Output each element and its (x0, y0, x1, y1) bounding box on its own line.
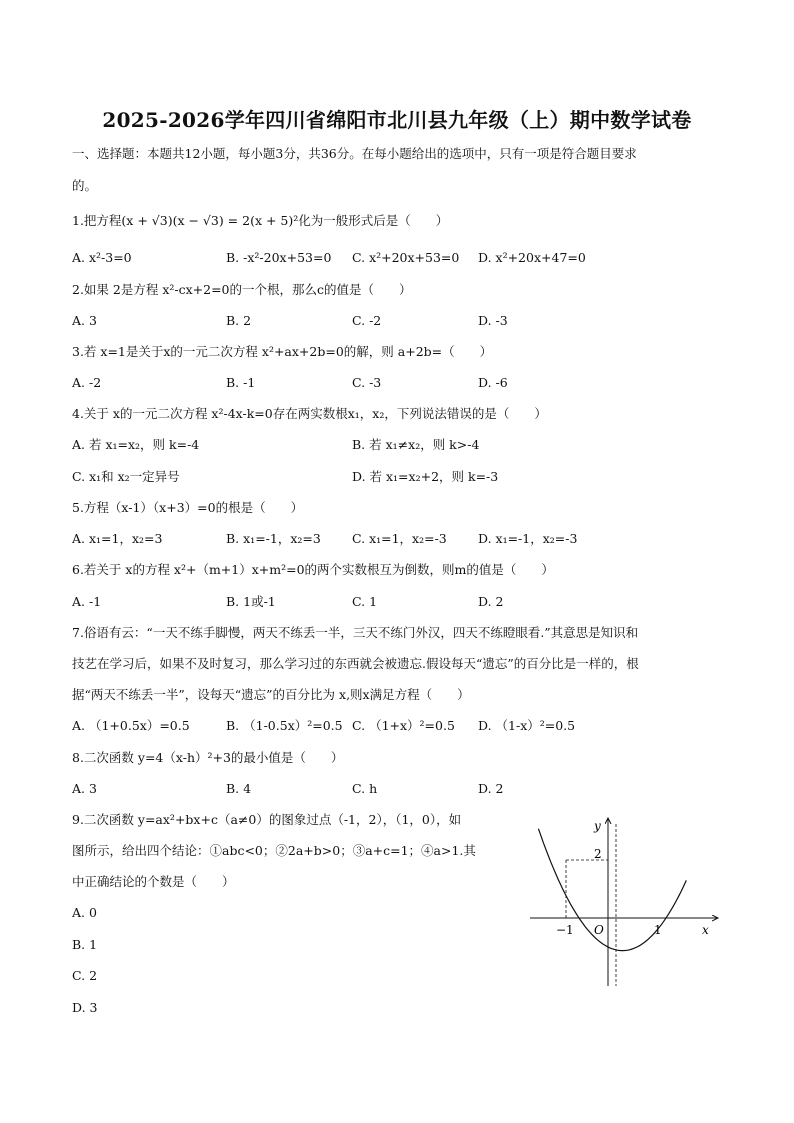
question-4-option-b[interactable]: B. 若 x₁≠x₂，则 k>-4 (352, 437, 480, 452)
question-2-option-a[interactable]: A. 3 (72, 313, 97, 328)
question-4-stem: 4.关于 x的一元二次方程 x²-4x-k=0存在两实数根x₁，x₂，下列说法错误的是（ ） (72, 406, 547, 421)
question-4-option-a[interactable]: A. 若 x₁=x₂，则 k=-4 (72, 437, 200, 452)
question-6-option-a[interactable]: A. -1 (72, 594, 102, 609)
question-6-option-b[interactable]: B. 1或-1 (226, 594, 276, 609)
question-9-stem-line3: 中正确结论的个数是（ ） (72, 874, 235, 889)
section-instruction-line2: 的。 (72, 178, 98, 193)
one-label: 1 (654, 923, 662, 937)
question-6-option-d[interactable]: D. 2 (478, 594, 504, 609)
y-axis-label: y (594, 819, 601, 833)
question-2-option-c[interactable]: C. -2 (352, 313, 382, 328)
question-7-stem-line2: 技艺在学习后，如果不及时复习，那么学习过的东西就会被遗忘.假设每天“遗忘”的百分比是一样的，根 (72, 656, 639, 671)
question-8-option-d[interactable]: D. 2 (478, 781, 504, 796)
question-4-option-d[interactable]: D. 若 x₁=x₂+2，则 k=-3 (352, 469, 499, 484)
question-1-option-b[interactable]: B. -x²-20x+53=0 (226, 250, 332, 265)
question-8-option-b[interactable]: B. 4 (226, 781, 252, 796)
question-7-stem-line1: 7.俗语有云：“一天不练手脚慢，两天不练丢一半，三天不练门外汉，四天不练瞪眼看.”其意思是知识和 (72, 625, 639, 640)
question-9-option-a[interactable]: A. 0 (72, 905, 97, 920)
question-2-option-b[interactable]: B. 2 (226, 313, 252, 328)
two-label: 2 (594, 847, 602, 861)
page-title: 2025-2026学年四川省绵阳市北川县九年级（上）期中数学试卷 (102, 108, 692, 132)
parabola-graph (526, 812, 726, 992)
question-3-option-b[interactable]: B. -1 (226, 375, 256, 390)
question-2-stem: 2.如果 2是方程 x²-cx+2=0的一个根，那么c的值是（ ） (72, 282, 412, 297)
question-8-stem: 8.二次函数 y=4（x-h）²+3的最小值是（ ） (72, 750, 344, 765)
question-6-stem: 6.若关于 x的方程 x²+（m+1）x+m²=0的两个实数根互为倒数，则m的值是（ ） (72, 562, 554, 577)
question-9-stem-line1: 9.二次函数 y=ax²+bx+c（a≠0）的图象过点（-1，2），（1，0），如 (72, 812, 462, 827)
question-7-stem-line3: 据“两天不练丢一半”，设每天“遗忘”的百分比为 x,则x满足方程（ ） (72, 687, 470, 702)
section-instruction-line1: 一、选择题：本题共12小题，每小题3分，共36分。在每小题给出的选项中，只有一项是符合题目要求 (72, 146, 637, 161)
question-3-option-d[interactable]: D. -6 (478, 375, 508, 390)
question-7-option-c[interactable]: C. （1+x）²=0.5 (352, 718, 455, 733)
question-2-option-d[interactable]: D. -3 (478, 313, 508, 328)
question-6-option-c[interactable]: C. 1 (352, 594, 378, 609)
x-axis-label: x (702, 923, 709, 937)
question-9-option-c[interactable]: C. 2 (72, 968, 98, 983)
question-3-option-a[interactable]: A. -2 (72, 375, 102, 390)
question-5-option-c[interactable]: C. x₁=1，x₂=-3 (352, 531, 447, 546)
question-1-stem: 1.把方程(x + √3)(x − √3) = 2(x + 5)²化为一般形式后是（ ） (72, 213, 449, 228)
question-4-option-c[interactable]: C. x₁和 x₂一定异号 (72, 469, 180, 484)
question-5-stem: 5.方程（x-1）（x+3）=0的根是（ ） (72, 500, 304, 515)
question-8-option-a[interactable]: A. 3 (72, 781, 97, 796)
question-1-option-d[interactable]: D. x²+20x+47=0 (478, 250, 586, 265)
question-5-option-b[interactable]: B. x₁=-1，x₂=3 (226, 531, 321, 546)
question-9-stem-line2: 图所示，给出四个结论：①abc<0；②2a+b>0；③a+c=1；④a>1.其 (72, 843, 476, 858)
question-7-option-d[interactable]: D. （1-x）²=0.5 (478, 718, 576, 733)
question-3-option-c[interactable]: C. -3 (352, 375, 382, 390)
question-9-option-d[interactable]: D. 3 (72, 1000, 98, 1015)
question-1-option-c[interactable]: C. x²+20x+53=0 (352, 250, 460, 265)
origin-label: O (594, 923, 604, 937)
question-1-option-a[interactable]: A. x²-3=0 (72, 250, 132, 265)
question-9-option-b[interactable]: B. 1 (72, 937, 98, 952)
question-5-option-d[interactable]: D. x₁=-1，x₂=-3 (478, 531, 578, 546)
question-7-option-b[interactable]: B. （1-0.5x）²=0.5 (226, 718, 343, 733)
question-7-option-a[interactable]: A. （1+0.5x）=0.5 (72, 718, 190, 733)
neg-one-label: −1 (556, 923, 574, 937)
question-5-option-a[interactable]: A. x₁=1，x₂=3 (72, 531, 163, 546)
question-3-stem: 3.若 x=1是关于x的一元二次方程 x²+ax+2b=0的解，则 a+2b=（ ） (72, 344, 493, 359)
question-8-option-c[interactable]: C. h (352, 781, 378, 796)
